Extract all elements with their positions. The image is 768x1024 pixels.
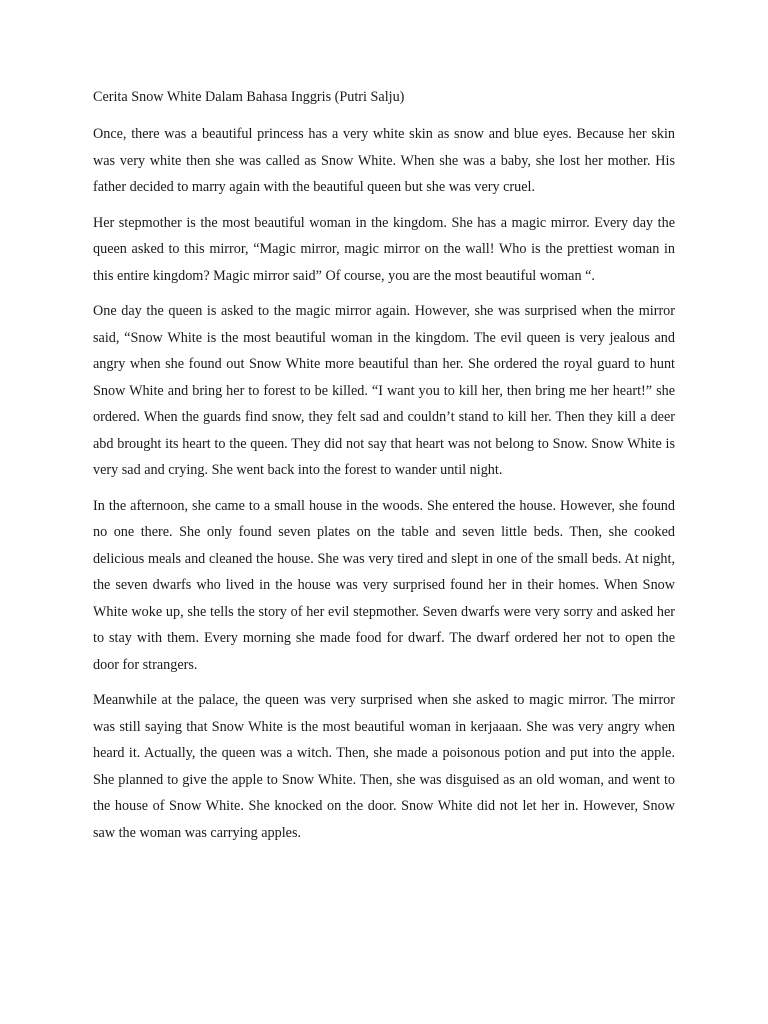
paragraph-4: In the afternoon, she came to a small house in the woods. She entered the house. However, she found no one there. She only found seven plates on the table and seven little beds. Then, she cooked delicious meals and cleaned the house. She was very tired and slept in one of the small beds. At night, the seven dwarfs who lived in the house was very surprised found her in their homes. When Snow White woke up, she tells the story of her evil stepmother. Seven dwarfs were very sorry and asked her to stay with them. Every morning she made food for dwarf. The dwarf ordered her not to open the door for strangers.: [93, 497, 675, 673]
paragraph-3: One day the queen is asked to the magic mirror again. However, she was surprised when the mirror said, “Snow White is the most beautiful woman in the kingdom. The evil queen is very jealous and angry when she found out Snow White more beautiful than her. She ordered the royal guard to hunt Snow White and bring her to forest to be killed. “I want you to kill her, then bring me her heart!” she ordered. When the guards find snow, they felt sad and couldn’t stand to kill her. Then they kill a deer abd brought its heart to the queen. They did not say that heart was not belong to Snow. Snow White is very sad and crying. She went back into the forest to wander until night.: [93, 303, 675, 478]
document-title: Cerita Snow White Dalam Bahasa Inggris (Putri Salju): [93, 89, 405, 105]
document-body: [93, 87, 675, 855]
paragraph-2: Her stepmother is the most beautiful woman in the kingdom. She has a magic mirror. Every day the queen asked to this mirror, “Magic mirror, magic mirror on the wall! Who is the prettiest woman in this entire kingdom? Magic mirror said” Of course, you are the most beautiful woman “.: [93, 214, 675, 284]
paragraph-5: Meanwhile at the palace, the queen was very surprised when she asked to magic mirror. The mirror was still saying that Snow White is the most beautiful woman in kerjaaan. She was very angry when heard it. Actually, the queen was a witch. Then, she made a poisonous potion and put into the apple. She planned to give the apple to Snow White. Then, she was disguised as an old woman, and went to the house of Snow White. She knocked on the door. Snow White did not let her in. However, Snow saw the woman was carrying apples.: [93, 692, 675, 841]
paragraph-1: Once, there was a beautiful princess has a very white skin as snow and blue eyes. Because her skin was very white then she was called as Snow White. When she was a baby, she lost her mother. His father decided to marry again with the beautiful queen but she was very cruel.: [93, 126, 675, 195]
